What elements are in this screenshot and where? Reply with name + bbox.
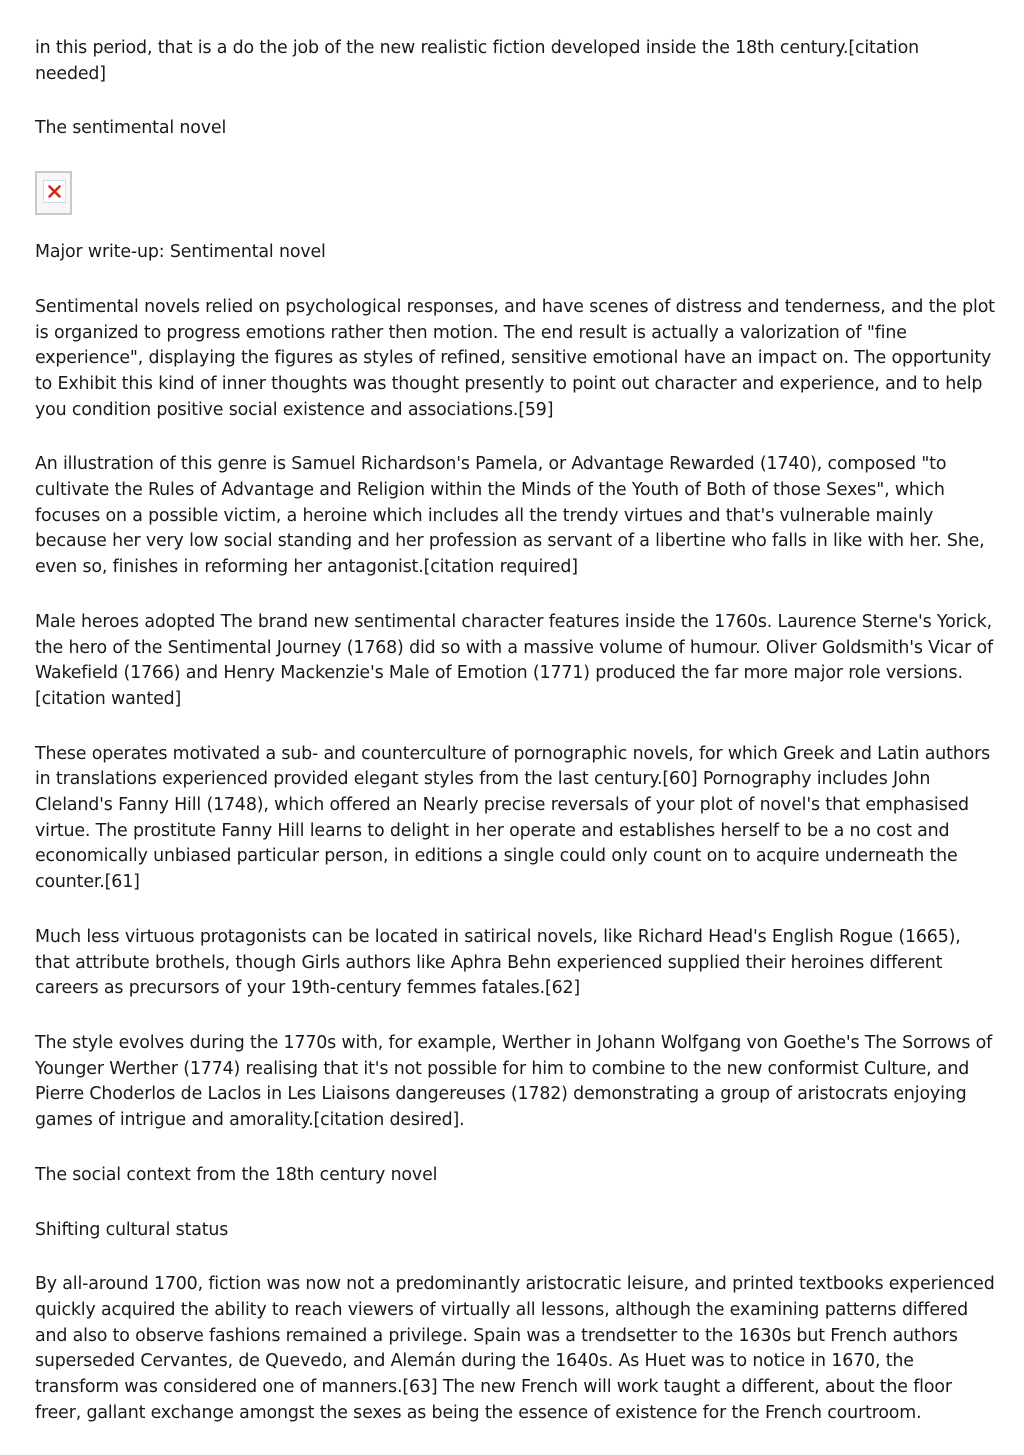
paragraph-intro-fragment: in this period, that is a do the job of the new realistic fiction developed inside the 18th century.[citation needed] bbox=[35, 38, 919, 84]
paragraph-sentimental-novels: Sentimental novels relied on psychological responses, and have scenes of distress and tenderness, and the plot is organized to progress emotions rather then motion. The end result is actually a valorization of "fine experience", displaying the figures as styles of refined, sensitive emotional have an impact on. The opportunity to Exhibit this kind of inner thoughts was thought presently to point out character and experience, and to help you condition positive social existence and associations.[59] bbox=[35, 296, 995, 420]
subsection-heading-cultural-status: Shifting cultural status bbox=[35, 1219, 229, 1240]
section-heading-sentimental-novel: The sentimental novel bbox=[35, 118, 227, 139]
paragraph-counterculture: These operates motivated a sub- and counterculture of pornographic novels, for which Greek and Latin authors in translations experienced provided elegant styles from the last century.[60] Pornography includes John Cleland's Fanny Hill (1748), which offered an Nearly precise reversals of your plot of novel's that emphasised virtue. The prostitute Fanny Hill learns to delight in her operate and establishes herself to be a no cost and economically unbiased particular person, in editions a single could only count on to acquire underneath the counter.[61] bbox=[35, 743, 991, 893]
paragraph-male-heroes: Male heroes adopted The brand new sentimental character features inside the 1760s. Laurence Sterne's Yorick, the hero of the Sentimental Journey (1768) did so with a massive volume of humour. Oliver Goldsmith's Vicar of Wakefield (1766) and Henry Mackenzie's Male of Emotion (1771) produced the far more major role versions.[citation wanted] bbox=[35, 611, 993, 709]
broken-image-icon bbox=[35, 171, 72, 215]
broken-image-frame bbox=[43, 180, 66, 203]
paragraph-fiction-1700: By all-around 1700, fiction was now not a predominantly aristocratic leisure, and printed textbooks experienced quickly acquired the ability to reach viewers of virtually all lessons, although the examining patterns differed and also to observe fashions remained a privilege. Spain was a trendsetter to the 1630s but French authors superseded Cervantes, de Quevedo, and Alemán during the 1640s. As Huet was to notice in 1670, the transform was considered one of manners.[63] The new French will work taught a different, about the floor freer, gallant exchange amongst the sexes as being the essence of existence for the French courtroom. bbox=[35, 1274, 995, 1423]
red-x-icon bbox=[47, 184, 62, 199]
paragraph-werther: The style evolves during the 1770s with, for example, Werther in Johann Wolfgang von Goethe's The Sorrows of Younger Werther (1774) realising that it's not possible for him to combine to the new conformist Culture, and Pierre Choderlos de Laclos in Les Liaisons dangereuses (1782) demonstrating a group of aristocrats enjoying games of intrigue and amorality.[citation desired]. bbox=[35, 1032, 993, 1131]
paragraph-pamela: An illustration of this genre is Samuel Richardson's Pamela, or Advantage Rewarded (1740), composed "to cultivate the Rules of Advantage and Religion within the Minds of the Youth of Both of those Sexes", which focuses on a possible victim, a heroine which includes all the trendy virtues and that's vulnerable mainly because her very low social standing and her profession as servant of a libertine who falls in like with her. She, even so, finishes in reforming her antagonist.[citation required] bbox=[35, 454, 985, 578]
main-article-link-line: Major write-up: Sentimental novel bbox=[35, 242, 326, 263]
article-body bbox=[35, 36, 995, 1455]
paragraph-satirical-novels: Much less virtuous protagonists can be located in satirical novels, like Richard Head's English Rogue (1665), that attribute brothels, though Girls authors like Aphra Behn experienced supplied their heroines different careers as precursors of your 19th-century femmes fatales.[62] bbox=[35, 926, 961, 999]
section-heading-social-context: The social context from the 18th century novel bbox=[35, 1164, 438, 1185]
